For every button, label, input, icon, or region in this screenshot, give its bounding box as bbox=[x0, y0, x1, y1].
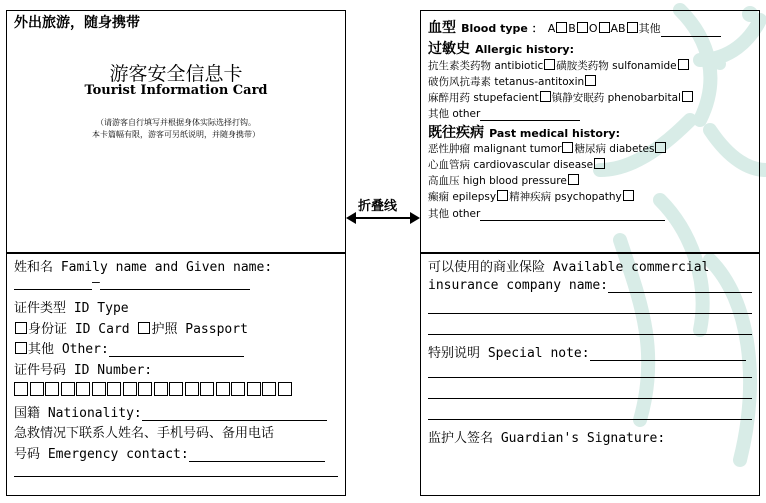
id-number-boxes bbox=[14, 380, 293, 399]
blood-other: 其他 bbox=[638, 22, 661, 35]
past-diabetes-checkbox[interactable] bbox=[655, 142, 666, 153]
allergy-tetanus-checkbox[interactable] bbox=[585, 75, 596, 86]
fold-line bbox=[346, 199, 420, 228]
insurance-field-2[interactable] bbox=[428, 313, 752, 314]
id-number-digit-box[interactable] bbox=[231, 382, 245, 396]
past-cardiovascular: 心血管病 cardiovascular disease bbox=[428, 159, 594, 171]
allergy-antibiotic-checkbox[interactable] bbox=[544, 59, 555, 70]
past-other-field[interactable] bbox=[480, 208, 665, 221]
allergy-stupefacient: 麻醉用药 stupefacient bbox=[428, 92, 539, 104]
id-number-label: 证件号码 ID Number: bbox=[14, 363, 153, 378]
id-number-digit-box[interactable] bbox=[278, 382, 292, 396]
id-number-digit-box[interactable] bbox=[216, 382, 230, 396]
guardian-label: 监护人签名 Guardian's Signature: bbox=[428, 431, 666, 446]
cover-panel bbox=[6, 10, 346, 254]
id-card-label: 身份证 ID Card bbox=[28, 322, 130, 337]
passport-checkbox[interactable] bbox=[138, 322, 150, 334]
blood-b-checkbox[interactable] bbox=[577, 22, 588, 33]
past-diabetes: 糖尿病 diabetes bbox=[574, 143, 655, 155]
id-number-digit-box[interactable] bbox=[123, 382, 137, 396]
name-label: 姓和名 Family name and Given name: bbox=[14, 260, 273, 275]
id-number-digit-box[interactable] bbox=[262, 382, 276, 396]
id-number-digit-box[interactable] bbox=[169, 382, 183, 396]
insurance-field-1[interactable] bbox=[608, 278, 752, 293]
blood-a: A bbox=[547, 22, 556, 35]
special-note-field-4[interactable] bbox=[428, 419, 752, 420]
special-note-label: 特别说明 Special note: bbox=[428, 346, 590, 361]
blood-label-cn: 血型 bbox=[428, 20, 456, 36]
card-note-1: （请游客自行填写并根据身体实际选择打钩。 bbox=[96, 118, 256, 127]
blood-ab: AB bbox=[610, 22, 626, 35]
allergy-stupefacient-checkbox[interactable] bbox=[540, 91, 551, 102]
id-number-digit-box[interactable] bbox=[92, 382, 106, 396]
fold-label: 折叠线 bbox=[358, 199, 398, 214]
emergency-label-1: 急救情况下联系人姓名、手机号码、备用电话 bbox=[14, 426, 275, 441]
emergency-label-2: 号码 Emergency contact: bbox=[14, 447, 189, 462]
past-epilepsy: 癫痫 epilepsy bbox=[428, 191, 497, 203]
given-name-field[interactable] bbox=[100, 275, 250, 290]
blood-b: B bbox=[568, 22, 576, 35]
name-dash: — bbox=[92, 275, 100, 290]
allergy-title-en: Allergic history: bbox=[475, 43, 574, 56]
id-number-digit-box[interactable] bbox=[45, 382, 59, 396]
other-id-field[interactable] bbox=[109, 342, 244, 357]
card-note-2: 本卡篇幅有限，游客可另纸说明，并随身携带） bbox=[92, 130, 260, 139]
special-note-field-3[interactable] bbox=[428, 398, 752, 399]
past-psychopathy: 精神疾病 psychopathy bbox=[509, 191, 622, 203]
id-number-digit-box[interactable] bbox=[247, 382, 261, 396]
past-psychopathy-checkbox[interactable] bbox=[623, 190, 634, 201]
emergency-field-2[interactable] bbox=[14, 476, 338, 477]
allergy-tetanus: 破伤风抗毒素 tetanus-antitoxin bbox=[428, 76, 585, 88]
special-note-field-1[interactable] bbox=[590, 346, 746, 361]
blood-other-field[interactable] bbox=[661, 24, 721, 37]
blood-o-checkbox[interactable] bbox=[599, 22, 610, 33]
insurance-label-1: 可以使用的商业保险 Available commercial bbox=[428, 260, 710, 275]
allergy-antibiotic: 抗生素类药物 antibiotic bbox=[428, 60, 544, 72]
past-tumor: 恶性肿瘤 malignant tumor bbox=[428, 143, 562, 155]
allergy-phenobarbital: 镇静安眠药 phenobarbital bbox=[551, 92, 681, 104]
past-other: 其他 other bbox=[428, 208, 481, 220]
nationality-field[interactable] bbox=[142, 406, 327, 421]
id-number-digit-box[interactable] bbox=[107, 382, 121, 396]
past-title-cn: 既往疾病 bbox=[428, 125, 484, 141]
passport-label: 护照 Passport bbox=[151, 322, 248, 337]
blood-o: O bbox=[588, 22, 598, 35]
blood-a-checkbox[interactable] bbox=[556, 22, 567, 33]
id-number-digit-box[interactable] bbox=[14, 382, 28, 396]
allergy-sulfonamide: 磺胺类药物 sulfonamide bbox=[556, 60, 677, 72]
past-tumor-checkbox[interactable] bbox=[562, 142, 573, 153]
insurance-label-2: insurance company name: bbox=[428, 278, 609, 293]
insurance-field-3[interactable] bbox=[428, 334, 752, 335]
id-number-digit-box[interactable] bbox=[185, 382, 199, 396]
emergency-field-1[interactable] bbox=[189, 447, 325, 462]
blood-label-en: Blood type ： bbox=[461, 22, 543, 35]
id-number-digit-box[interactable] bbox=[30, 382, 44, 396]
past-blood-pressure: 高血压 high blood pressure bbox=[428, 175, 567, 187]
id-card-checkbox[interactable] bbox=[15, 322, 27, 334]
allergy-sulfonamide-checkbox[interactable] bbox=[678, 59, 689, 70]
nationality-label: 国籍 Nationality: bbox=[14, 406, 142, 421]
past-title-en: Past medical history: bbox=[489, 127, 620, 140]
allergy-phenobarbital-checkbox[interactable] bbox=[682, 91, 693, 102]
family-name-field[interactable] bbox=[14, 275, 92, 290]
allergy-other: 其他 other bbox=[428, 108, 481, 120]
special-note-field-2[interactable] bbox=[428, 377, 752, 378]
slogan: 外出旅游，随身携带 bbox=[14, 15, 140, 31]
card-title-en: Tourist Information Card bbox=[84, 83, 268, 98]
id-type-label: 证件类型 ID Type bbox=[14, 301, 129, 316]
id-number-digit-box[interactable] bbox=[76, 382, 90, 396]
past-cardiovascular-checkbox[interactable] bbox=[594, 158, 605, 169]
past-blood-pressure-checkbox[interactable] bbox=[568, 174, 579, 185]
card-title-cn: 游客安全信息卡 bbox=[109, 63, 243, 85]
id-number-digit-box[interactable] bbox=[154, 382, 168, 396]
id-number-digit-box[interactable] bbox=[200, 382, 214, 396]
id-number-digit-box[interactable] bbox=[61, 382, 75, 396]
other-id-label: 其他 Other: bbox=[28, 342, 109, 357]
other-id-checkbox[interactable] bbox=[15, 342, 27, 354]
allergy-title-cn: 过敏史 bbox=[428, 41, 470, 57]
id-number-digit-box[interactable] bbox=[138, 382, 152, 396]
blood-ab-checkbox[interactable] bbox=[627, 22, 638, 33]
past-epilepsy-checkbox[interactable] bbox=[497, 190, 508, 201]
allergy-other-field[interactable] bbox=[480, 108, 580, 121]
